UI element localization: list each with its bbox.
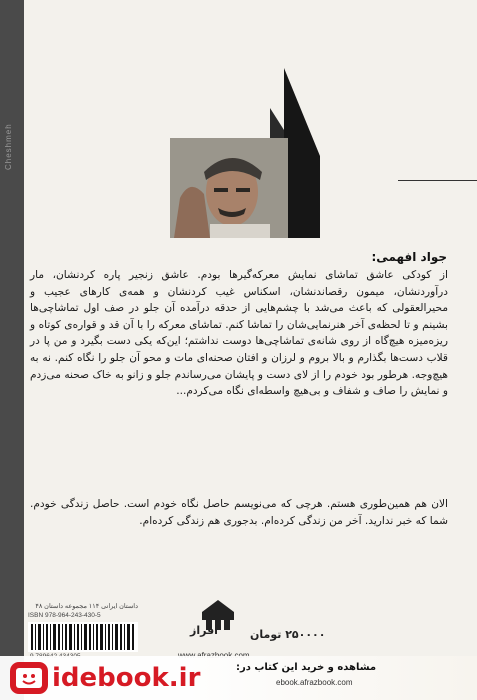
bio-text: از کودکی عاشق تماشای نمایش معرکه‌گیرها بودم. عاشق زنجیر پاره کردنشان، مار درآوردنشان، میمون رقصاندنشان، اسکناس غیب کردنشان و همه‌ی کارهای عجیب و محیرالعقولی که باعث می‌شد با چشم‌هایی از حدقه درآمده آن جلو در صف اول تماشاچی‌ها بشینم و تا لحظه‌ی آخر هنرنمایی‌شان را تماشا کنم. تماشای معرکه را با آن قد و قواره‌ی کوتاه و ریزه‌میزه هیچ‌گاه از روی شانه‌ی تماشاچی‌ها دوست نداشتم؛ این‌که یکی دست بگیرد و من پا در قلاب دست‌ها بگذارم و بالا بروم و لرزان و افتان صحنه‌ای مات و محو آن جلو را نگاه کنم. نه به هیچ‌وجه. هرطور بود خودم را از لای دست و پایشان می‌رساندم جلو و زانو به خاک صحنه می‌زدم و نمایش را صاف و شفاف و بی‌هیچ واسطه‌ای نگاه می‌کردم... bbox=[30, 269, 448, 398]
author-name: جواد افهمی: bbox=[371, 250, 447, 264]
bio-paragraph-2 bbox=[30, 496, 448, 529]
bio-text: الان هم همین‌طوری هستم. هرچی که می‌نویسم حاصل نگاه خودم است. حاصل زندگی خودم. شما که خبر ندارید. آخر من زندگی کرده‌ام. بدجوری هم زندگی کرده‌ام. bbox=[30, 498, 448, 527]
watermark-url[interactable]: ebook.afrazbook.com bbox=[276, 678, 353, 687]
spine-label: Cheshmeh bbox=[4, 123, 13, 170]
isbn-text: ISBN 978-964-243-430-5 bbox=[28, 612, 101, 619]
idebook-brand[interactable]: idebook.ir bbox=[52, 663, 201, 693]
idebook-logo-icon bbox=[10, 662, 48, 694]
watermark-promo: مشاهده و خرید این کتاب در: bbox=[236, 662, 377, 673]
series-info: داستان ایرانی ۱۱۴ مجموعه داستان ۴۸ bbox=[35, 603, 138, 610]
divider-line bbox=[398, 180, 477, 181]
barcode-icon bbox=[28, 622, 138, 652]
publisher-name: افراز bbox=[190, 624, 218, 637]
barcode-block bbox=[28, 600, 138, 662]
portrait-image bbox=[170, 138, 288, 238]
bio-paragraph-1 bbox=[30, 267, 448, 400]
book-spine bbox=[0, 0, 24, 700]
author-photo bbox=[170, 138, 288, 238]
book-price: ۲۵۰۰۰۰ تومان bbox=[250, 628, 326, 641]
